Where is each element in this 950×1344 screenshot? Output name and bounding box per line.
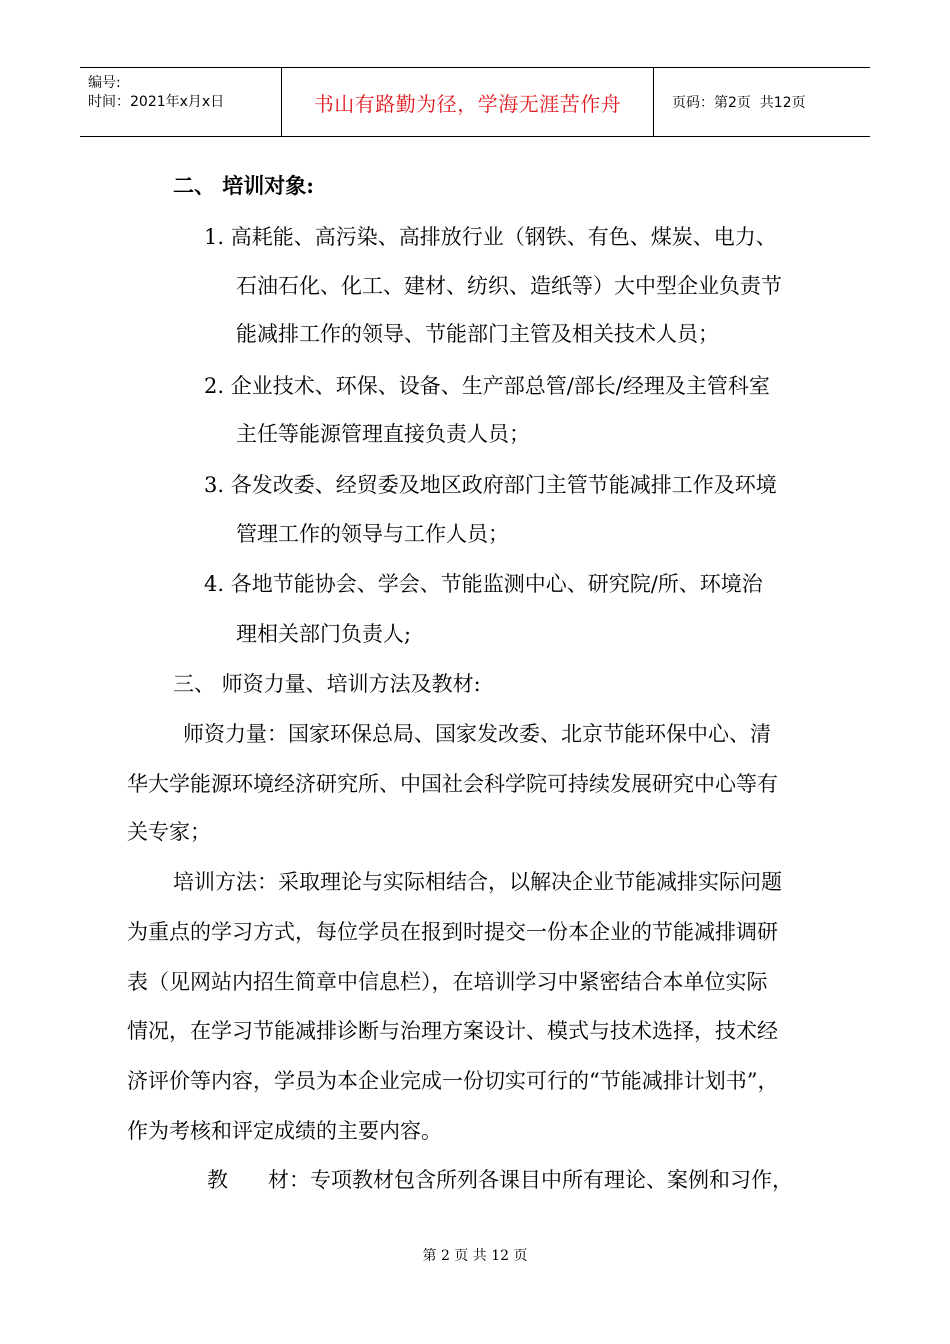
method-line-1: 培训方法：采取理论与实际相结合，以解决企业节能减排实际问题: [173, 870, 782, 894]
section-2-heading: 二、 培训对象:: [173, 173, 315, 198]
page-footer: 第 2 页 共 12 页: [422, 1248, 528, 1264]
list-item-1-line-2: 石油石化、化工、建材、纺织、造纸等）大中型企业负责节: [236, 274, 782, 298]
faculty-line-3: 关专家；: [127, 820, 211, 844]
list-item-3-line-2: 管理工作的领导与工作人员；: [236, 522, 509, 546]
method-line-4: 情况，在学习节能减排诊断与治理方案设计、模式与技术选择，技术经: [127, 1019, 778, 1043]
header-motto: 书山有路勤为径，学海无涯苦作舟: [282, 68, 654, 136]
method-line-3: 表（见网站内招生简章中信息栏），在培训学习中紧密结合本单位实际: [127, 970, 768, 994]
list-item-4-line-2: 理相关部门负责人;: [236, 622, 412, 646]
header-meta-cell: [80, 68, 282, 136]
list-item-1-line-1: 1. 高耗能、高污染、高排放行业（钢铁、有色、煤炭、电力、: [204, 225, 777, 249]
list-item-3-line-1: 3. 各发改委、经贸委及地区政府部门主管节能减排工作及环境: [204, 473, 777, 497]
list-item-4-line-1: 4. 各地节能协会、学会、节能监测中心、研究院/所、环境治: [204, 572, 763, 596]
method-line-6: 作为考核和评定成绩的主要内容。: [127, 1119, 442, 1143]
section-3-heading: 三、 师资力量、培训方法及教材:: [173, 672, 481, 696]
faculty-line-2: 华大学能源环境经济研究所、中国社会科学院可持续发展研究中心等有: [127, 772, 778, 796]
list-item-2-line-2: 主任等能源管理直接负责人员；: [236, 422, 530, 446]
materials-line: 教 材：专项教材包含所列各课目中所有理论、案例和习作，: [207, 1168, 794, 1192]
list-item-1-line-3: 能减排工作的领导、节能部门主管及相关技术人员；: [236, 322, 719, 346]
header-page-info-cell: [662, 68, 870, 136]
header-page-info: 页码：第2页 共12页: [672, 95, 806, 111]
page-header: [80, 67, 870, 137]
list-item-2-line-1: 2. 企业技术、环保、设备、生产部总管/部长/经理及主管科室: [204, 374, 770, 398]
faculty-line-1: 师资力量：国家环保总局、国家发改委、北京节能环保中心、清: [183, 722, 771, 746]
header-time-label: 时间：2021年x月x日: [88, 94, 225, 110]
method-line-2: 为重点的学习方式，每位学员在报到时提交一份本企业的节能减排调研: [127, 920, 778, 944]
method-line-5: 济评价等内容，学员为本企业完成一份切实可行的“节能减排计划书”，: [127, 1069, 779, 1093]
header-number-label: 编号:: [88, 75, 121, 91]
